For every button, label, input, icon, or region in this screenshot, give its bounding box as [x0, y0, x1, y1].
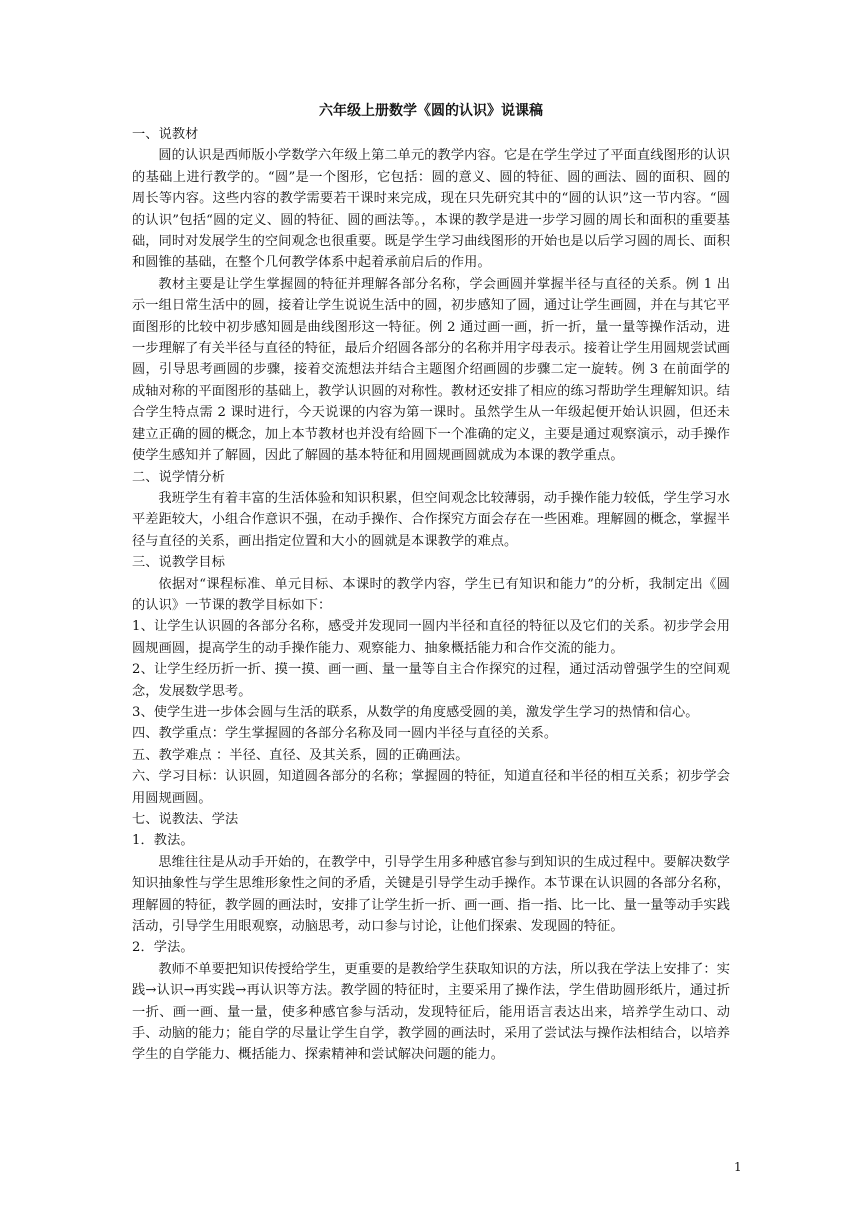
paragraph: 圆的认识是西师版小学数学六年级上第二单元的教学内容。它是在学生学过了平面直线图形的认识的基础上进行教学的。“圆”是一个图形，它包括：圆的意义、圆的特征、圆的画法、圆的面积、圆的周长等内容。这些内容的教学需要若干课时来完成，现在只先研究其中的“圆的认识”这一节内容。“圆的认识”包括“圆的定义、圆的特征、圆的画法等。，本课的教学是进一步学习圆的周长和面积的重要基础，同时对发展学生的空间观念也很重要。既是学生学习曲线图形的开始也是以后学习圆的周长、面积和圆锥的基础，在整个几何教学体系中起着承前启后的作用。: [132, 148, 730, 271]
paragraph: 五、教学难点 ：半径、直径、及其关系，圆的正确画法。: [132, 747, 469, 763]
paragraph: 依据对“课程标准、单元目标、本课时的教学内容，学生已有知识和能力”的分析，我制定出《圆的认识》一节课的教学目标如下：: [132, 576, 730, 613]
section-heading: 1．教法。: [132, 833, 194, 849]
paragraph: 我班学生有着丰富的生活体验和知识积累，但空间观念比较薄弱，动手操作能力较低，学生学习水平差距较大，小组合作意识不强，在动手操作、合作探究方面会存在一些困难。理解圆的概念，掌握半径与直径的关系，画出指定位置和大小的圆就是本课教学的难点。: [132, 490, 730, 549]
section-heading: 三、说教学目标: [132, 555, 226, 571]
paragraph: 1、让学生认识圆的各部分名称，感受并发现同一圆内半径和直径的特征以及它们的关系。初步学会用圆规画圆，提高学生的动手操作能力、观察能力、抽象概括能力和合作交流的能力。: [132, 619, 730, 656]
paragraph: 3、使学生进一步体会圆与生活的联系，从数学的角度感受圆的美，激发学生学习的热情和信心。: [132, 704, 699, 720]
paragraph: 教材主要是让学生掌握圆的特征并理解各部分名称，学会画圆并掌握半径与直径的关系。例 1 出示一组日常生活中的圆，接着让学生说说生活中的圆，初步感知了圆，通过让学生画圆，并在与其它平面图形的比较中初步感知圆是曲线图形这一特征。例 2 通过画一画，折一折，量一量等操作活动，进一步理解了有关半径与直径的特征，最后介绍圆各部分的名称并用字母表示。接着让学生用圆规尝试画圆，引导思考画圆的步骤，接着交流想法并结合主题图介绍画圆的步骤二定一旋转。例 3 在前面学的成轴对称的平面图形的基础上，教学认识圆的对称性。教材还安排了相应的练习帮助学生理解知识。结合学生特点需 2 课时进行，今天说课的内容为第一课时。虽然学生从一年级起便开始认识圆，但还未建立正确的圆的概念，加上本节教材也并没有给圆下一个准确的定义，主要是通过观察演示，动手操作使学生感知并了解圆，因此了解圆的基本特征和用圆规画圆就成为本课的教学重点。: [132, 276, 730, 464]
section-heading: 2．学法。: [132, 940, 194, 956]
document-page: [132, 100, 730, 1066]
document-body: [132, 124, 730, 1066]
paragraph: 思维往往是从动手开始的，在教学中，引导学生用多种感官参与到知识的生成过程中。要解决数学知识抽象性与学生思维形象性之间的矛盾，关键是引导学生动手操作。本节课在认识圆的各部分名称，理解圆的特征，教学圆的画法时，安排了让学生折一折、画一画、指一指、比一比、量一量等动手实践活动，引导学生用眼观察，动脑思考，动口参与讨论，让他们探索、发现圆的特征。: [132, 854, 730, 935]
paragraph: 六、学习目标：认识圆，知道圆各部分的名称；掌握圆的特征，知道直径和半径的相互关系；初步学会用圆规画圆。: [132, 769, 730, 806]
page-number: 1: [734, 1160, 742, 1174]
paragraph: 四、教学重点：学生掌握圆的各部分名称及同一圆内半径与直径的关系。: [132, 726, 558, 742]
document-title: 六年级上册数学《圆的认识》说课稿: [319, 103, 543, 119]
section-heading: 一、说教材: [132, 127, 199, 142]
section-heading: 二、说学情分析: [132, 469, 226, 485]
paragraph: 2、让学生经历折一折、摸一摸、画一画、量一量等自主合作探究的过程，通过活动曾强学生的空间观念，发展数学思考。: [132, 662, 730, 699]
paragraph: 教师不单要把知识传授给学生，更重要的是教给学生获取知识的方法，所以我在学法上安排了：实践→认识→再实践→再认识等方法。教学圆的特征时，主要采用了操作法，学生借助圆形纸片，通过折一折、画一画、量一量，使多种感官参与活动，发现特征后，能用语言表达出来，培养学生动口、动手、动脑的能力；能自学的尽量让学生自学，教学圆的画法时，采用了尝试法与操作法相结合，以培养学生的自学能力、概括能力、探索精神和尝试解决问题的能力。: [132, 961, 730, 1063]
section-heading: 七、说教法、学法: [132, 812, 239, 827]
